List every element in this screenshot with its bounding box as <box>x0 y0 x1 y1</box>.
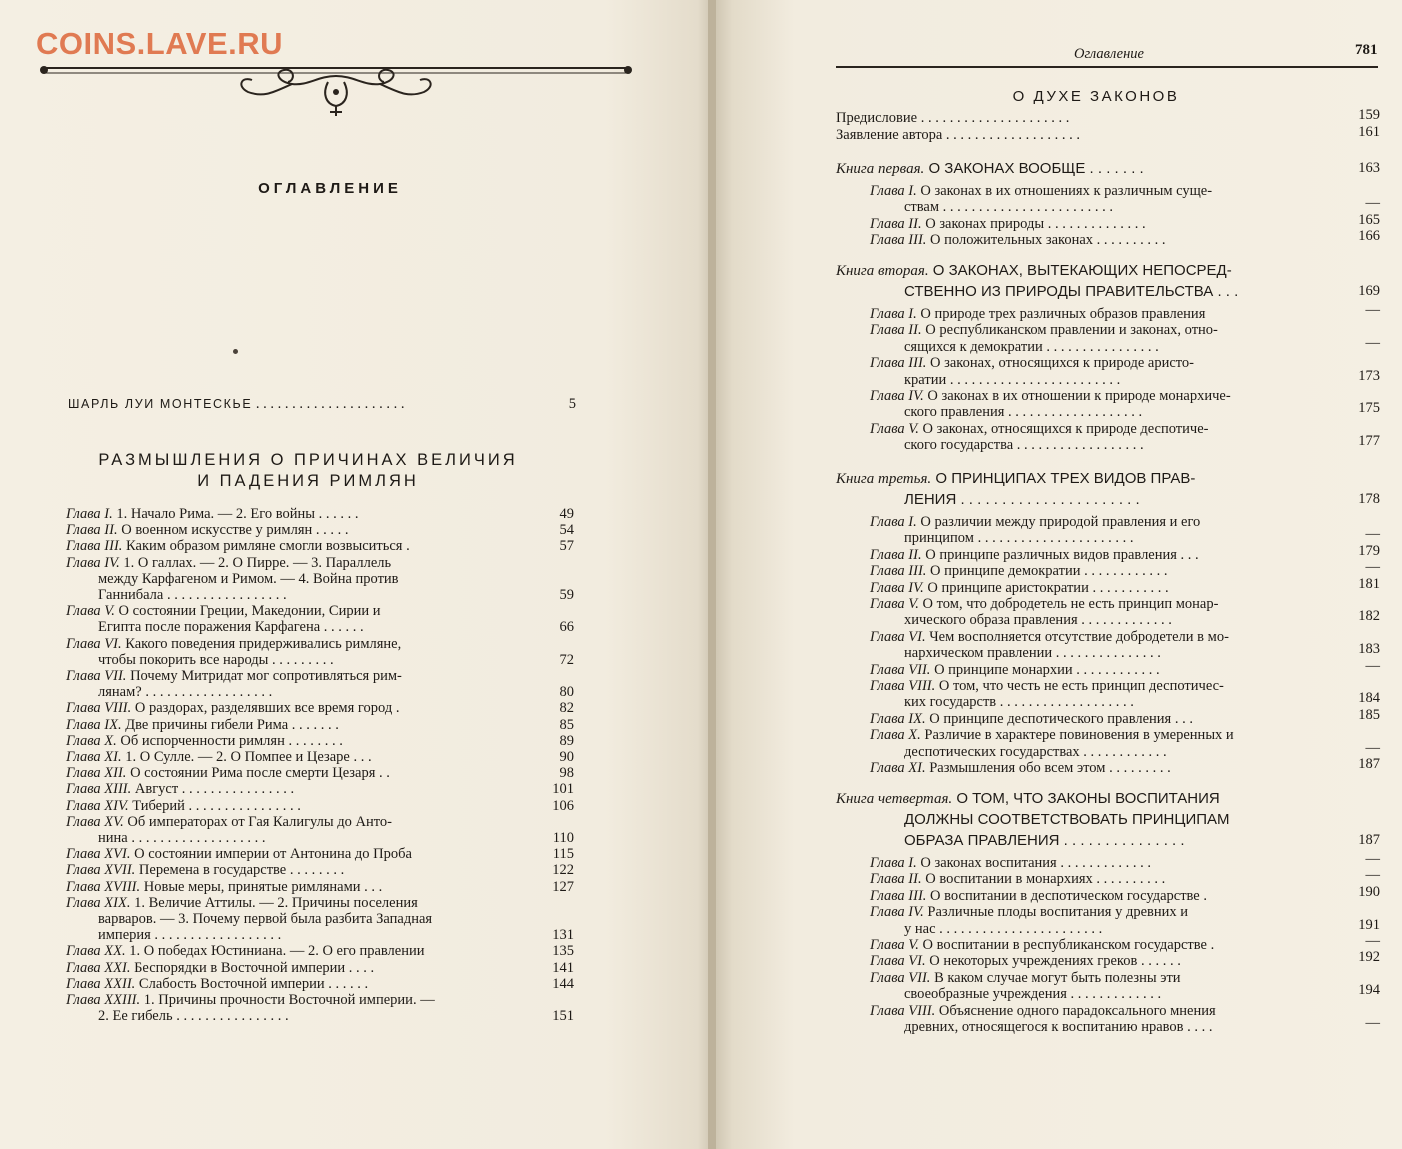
entry-text: нархическом правлении . . . . . . . . . . . . . . . <box>904 645 1161 662</box>
work-title: О ДУХЕ ЗАКОНОВ <box>1012 88 1180 105</box>
entry-label: Глава VIII. <box>870 1002 936 1019</box>
chapter-line <box>66 895 418 911</box>
ink-dot <box>233 349 238 354</box>
chapter-page: — <box>1365 867 1380 884</box>
chapter-line <box>66 992 435 1008</box>
chapter-page: 135 <box>552 943 574 960</box>
entry-label: Глава III. <box>870 887 927 904</box>
entry-text: Чем восполняется отсутствие добродетели в мо- <box>925 628 1229 645</box>
entry-text: ского правления . . . . . . . . . . . . . . . . . . . <box>904 404 1143 421</box>
chapter-page: — <box>1365 526 1380 543</box>
chapter-page: 122 <box>552 862 574 879</box>
chapter-page: 183 <box>1358 641 1380 658</box>
entry-text: О принципе аристократии . . . . . . . . . . . <box>923 579 1169 596</box>
entry-text: между Карфагеном и Римом. — 4. Война против <box>98 570 399 587</box>
chapter-page: 177 <box>1358 433 1380 450</box>
entry-text: О принципе демократии . . . . . . . . . . . . <box>926 563 1168 580</box>
chapter-line <box>66 976 368 992</box>
entry-label: Глава V. <box>66 603 115 620</box>
chapter-line <box>98 911 432 927</box>
entry-label: Глава II. <box>66 522 118 539</box>
entry-label: Глава III. <box>66 538 123 555</box>
chapter-line <box>870 580 1169 596</box>
chapter-line <box>904 612 1172 628</box>
chapter-line <box>66 506 358 522</box>
chapter-page: — <box>1365 559 1380 576</box>
entry-text: О законах, относящихся к природе деспотиче- <box>918 420 1209 437</box>
chapter-line <box>904 339 1159 355</box>
watermark: COINS.LAVE.RU <box>36 26 284 61</box>
entry-label: Глава IV. <box>870 388 924 404</box>
entry-label: Глава III. <box>870 232 927 249</box>
chapter-line <box>870 760 1171 776</box>
chapter-line <box>904 921 1102 937</box>
entry-text: О законах воспитания . . . . . . . . . . . . . <box>916 855 1151 871</box>
chapter-line <box>904 1019 1213 1035</box>
chapter-page: 72 <box>559 651 574 668</box>
book-heading-line <box>836 262 1232 280</box>
entry-label: Глава XI. <box>66 749 122 765</box>
chapter-page: 127 <box>552 878 574 895</box>
chapter-line <box>98 652 334 668</box>
entry-text: нина . . . . . . . . . . . . . . . . . . . <box>98 830 266 846</box>
entry-text: О ПРИНЦИПАХ ТРЕХ ВИДОВ ПРАВ- <box>931 470 1196 487</box>
chapter-page: 166 <box>1358 228 1380 245</box>
entry-text: О законах в их отношении к природе монархиче- <box>923 388 1231 404</box>
entry-text: О состоянии Греции, Македонии, Сирии и <box>114 603 381 620</box>
entry-text: хического образа правления . . . . . . . . . . . . . <box>904 612 1172 629</box>
entry-label: Глава VII. <box>870 661 931 678</box>
entry-label: Глава IX. <box>870 710 926 727</box>
chapter-line <box>870 629 1229 645</box>
chapter-page: 101 <box>552 781 574 798</box>
chapter-line <box>98 1008 289 1024</box>
chapter-line <box>904 199 1113 215</box>
chapter-line <box>66 879 382 895</box>
entry-text: Заявление автора . . . . . . . . . . . . . . . . . . . <box>836 127 1081 143</box>
entry-label: Глава VI. <box>870 628 926 645</box>
entry-text: Об императорах от Гая Калигулы до Анто- <box>123 813 392 830</box>
chapter-line <box>66 862 344 878</box>
chapter-line <box>98 830 265 846</box>
entry-label: Глава II. <box>870 322 922 339</box>
entry-label: Глава VI. <box>66 635 122 652</box>
chapter-page: 110 <box>552 830 574 846</box>
chapter-page: 141 <box>552 959 574 976</box>
entry-text: Какого поведения придерживались римляне, <box>121 635 402 652</box>
entry-text: Каким образом римляне смогли возвыситься . <box>122 538 410 555</box>
chapter-line <box>66 798 301 814</box>
entry-text: деспотических государствах . . . . . . . . . . . . <box>904 743 1167 760</box>
entry-text: Различие в характере повиновения в умеренных и <box>920 727 1234 744</box>
entry-label: Глава XXII. <box>66 975 136 992</box>
entry-label: Глава XVII. <box>66 862 136 879</box>
entry-label: Глава XIX. <box>66 894 131 911</box>
entry-label: Глава XVI. <box>66 846 131 863</box>
entry-text: О ТОМ, ЧТО ЗАКОНЫ ВОСПИТАНИЯ <box>952 790 1220 807</box>
chapter-page: 131 <box>552 927 574 944</box>
chapter-line <box>66 943 425 959</box>
entry-text: О воспитании в деспотическом государстве . <box>926 887 1207 904</box>
chapter-line <box>870 662 1160 678</box>
entry-label: Глава I. <box>870 855 917 871</box>
chapter-page: 59 <box>559 587 574 603</box>
chapter-line <box>870 727 1234 743</box>
chapter-page: — <box>1365 851 1380 867</box>
entry-text: Об испорченности римлян . . . . . . . . <box>116 732 343 749</box>
entry-label: Глава VII. <box>66 668 127 684</box>
entry-text: 1. Причины прочности Восточной империи. — <box>140 992 435 1008</box>
chapter-line <box>66 636 401 652</box>
entry-label: Книга первая. <box>836 161 925 177</box>
chapter-line <box>870 183 1212 199</box>
entry-label: Глава III. <box>870 355 927 372</box>
book-heading-line <box>836 160 1144 178</box>
entry-text: Египта после поражения Карфагена . . . . . . <box>98 619 364 636</box>
chapter-page: 57 <box>559 538 574 555</box>
running-head: Оглавление <box>1074 46 1144 62</box>
entry-text: ДОЛЖНЫ СООТВЕТСТВОВАТЬ ПРИНЦИПАМ <box>904 811 1230 828</box>
intro-page: 5 <box>568 396 576 412</box>
chapter-page: 106 <box>552 797 574 814</box>
entry-label: Глава V. <box>870 420 919 437</box>
chapter-page: — <box>1365 933 1380 949</box>
entry-text: Размышления обо всем этом . . . . . . . . . <box>925 760 1171 776</box>
entry-text: О состоянии Рима после смерти Цезаря . . <box>126 765 390 782</box>
chapter-line <box>870 547 1199 563</box>
chapter-line <box>66 846 412 862</box>
chapter-line <box>904 645 1161 661</box>
entry-text: Объяснение одного парадоксального мнения <box>935 1002 1216 1019</box>
front-matter-line <box>836 110 1069 126</box>
chapter-page: 82 <box>559 700 574 717</box>
entry-text: О состоянии империи от Антонина до Проба <box>130 846 412 863</box>
chapter-line <box>870 216 1146 232</box>
chapter-page: 182 <box>1358 608 1380 625</box>
entry-text: СТВЕННО ИЗ ПРИРОДЫ ПРАВИТЕЛЬСТВА . . . <box>904 283 1239 300</box>
entry-label: Глава I. <box>66 506 113 522</box>
chapter-line <box>870 514 1200 530</box>
chapter-page: 49 <box>559 506 574 522</box>
entry-text: древних, относящегося к воспитанию нравов . . . . <box>904 1019 1213 1035</box>
entry-text: О положительных законах . . . . . . . . . . <box>926 232 1166 249</box>
intro-title: ШАРЛЬ ЛУИ МОНТЕСКЬЕ <box>68 397 253 411</box>
chapter-line <box>98 684 272 700</box>
section-heading-line-2: И ПАДЕНИЯ РИМЛЯН <box>197 472 419 490</box>
chapter-page: 85 <box>559 716 574 733</box>
entry-text: О принципе различных видов правления . . . <box>921 546 1199 563</box>
chapter-page: 192 <box>1358 949 1380 966</box>
entry-text: О некоторых учреждениях греков . . . . . . <box>925 953 1181 970</box>
entry-text: О военном искусстве у римлян . . . . . <box>117 522 349 539</box>
entry-label: Глава I. <box>870 306 917 322</box>
chapter-page: 184 <box>1358 690 1380 707</box>
chapter-page: 179 <box>1358 542 1380 559</box>
entry-text: 1. О Сулле. — 2. О Помпее и Цезаре . . . <box>121 749 372 765</box>
entry-text: Новые меры, принятые римлянами . . . <box>140 878 383 895</box>
chapter-page: 90 <box>559 749 574 765</box>
chapter-line <box>904 744 1167 760</box>
entry-label: Глава II. <box>870 871 922 888</box>
entry-label: Книга четвертая. <box>836 791 953 807</box>
entry-text: Предисловие . . . . . . . . . . . . . . . . . . . . . <box>836 110 1070 126</box>
chapter-line <box>904 986 1161 1002</box>
chapter-page: 66 <box>559 619 574 636</box>
entry-label: Глава XIV. <box>66 797 129 814</box>
chapter-line <box>870 421 1208 437</box>
chapter-line <box>66 603 381 619</box>
entry-text: империя . . . . . . . . . . . . . . . . . . <box>98 927 282 944</box>
chapter-line <box>904 372 1120 388</box>
chapter-line <box>98 619 364 635</box>
entry-label: Глава IV. <box>870 904 924 921</box>
entry-text: Август . . . . . . . . . . . . . . . . <box>131 781 295 798</box>
chapter-line <box>870 355 1194 371</box>
chapter-page: 54 <box>559 522 574 539</box>
chapter-page: — <box>1365 739 1380 756</box>
chapter-line <box>904 530 1133 546</box>
entry-label: Глава II. <box>870 215 922 232</box>
entry-text: Тиберий . . . . . . . . . . . . . . . . <box>128 797 301 814</box>
entry-text: О законах в их отношениях к различным суще- <box>916 183 1213 199</box>
chapter-line <box>98 927 281 943</box>
chapter-line <box>98 571 399 587</box>
entry-text: О законах природы . . . . . . . . . . . . . . <box>921 215 1146 232</box>
section-heading-line-1: РАЗМЫШЛЕНИЯ О ПРИЧИНАХ ВЕЛИЧИЯ <box>98 451 518 469</box>
entry-text: своеобразные учреждения . . . . . . . . . . . . . <box>904 986 1162 1003</box>
chapter-line <box>66 765 390 781</box>
chapter-line <box>66 733 343 749</box>
entry-text: О принципе деспотического правления . . . <box>925 710 1193 727</box>
chapter-line <box>870 871 1165 887</box>
chapter-page: 194 <box>1358 982 1380 999</box>
entry-text: чтобы покорить все народы . . . . . . . . . <box>98 651 334 668</box>
entry-label: Глава VIII. <box>870 678 936 694</box>
entry-label: Глава IX. <box>66 716 122 733</box>
chapter-line <box>66 814 392 830</box>
chapter-page: 98 <box>559 765 574 782</box>
entry-label: Глава VII. <box>870 969 931 986</box>
entry-label: Глава VI. <box>870 953 926 970</box>
entry-text: ствам . . . . . . . . . . . . . . . . . . . . . . . . <box>904 199 1114 216</box>
entry-label: Глава I. <box>870 183 917 199</box>
book-heading-line <box>904 832 1185 850</box>
entry-text: 1. О галлах. — 2. О Пирре. — 3. Параллель <box>119 554 392 571</box>
entry-text: 1. О победах Юстиниана. — 2. О его правлении <box>125 943 425 960</box>
entry-text: ких государств . . . . . . . . . . . . . . . . . . . <box>904 694 1134 711</box>
chapter-page: — <box>1365 302 1380 318</box>
book-page: 169 <box>1358 283 1380 299</box>
entry-label: Глава XV. <box>66 813 124 830</box>
book-page: 163 <box>1358 160 1380 176</box>
entry-text: кратии . . . . . . . . . . . . . . . . . . . . . . . . <box>904 371 1121 388</box>
entry-text: Две причины гибели Рима . . . . . . . <box>121 716 339 733</box>
chapter-line <box>904 694 1134 710</box>
entry-text: ЛЕНИЯ . . . . . . . . . . . . . . . . . . . . . . <box>904 491 1140 508</box>
chapter-line <box>870 388 1231 404</box>
chapter-line <box>870 937 1214 953</box>
book-heading-line <box>836 470 1195 488</box>
entry-label: Глава XX. <box>66 943 126 960</box>
entry-text: О том, что честь не есть принцип деспотичес- <box>935 678 1224 694</box>
chapter-page: 173 <box>1358 367 1380 384</box>
book-page: 187 <box>1358 832 1380 848</box>
entry-label: Глава X. <box>66 732 117 749</box>
chapter-page: 190 <box>1358 883 1380 900</box>
entry-text: О принципе монархии . . . . . . . . . . . . <box>930 661 1160 678</box>
chapter-page: 185 <box>1358 706 1380 723</box>
entry-label: Глава X. <box>870 727 921 744</box>
chapter-line <box>870 306 1205 322</box>
chapter-page: 181 <box>1358 575 1380 592</box>
chapter-line <box>66 781 294 797</box>
toc-entry-intro <box>68 396 405 412</box>
chapter-line <box>870 596 1218 612</box>
entry-text: Почему Митридат мог сопротивляться рим- <box>126 668 402 684</box>
page-number: 781 <box>1355 42 1378 58</box>
chapter-page: 89 <box>559 732 574 749</box>
entry-text: ского государства . . . . . . . . . . . . . . . . . . <box>904 437 1144 454</box>
entry-text: сящихся к демократии . . . . . . . . . . . . . . . . <box>904 338 1159 355</box>
chapter-line <box>904 437 1144 453</box>
intro-leader: . . . . . . . . . . . . . . . . . . . . . <box>255 396 405 412</box>
chapter-line <box>66 717 339 733</box>
book-heading-line <box>904 811 1230 829</box>
entry-label: Глава I. <box>870 514 917 530</box>
chapter-line <box>98 587 287 603</box>
entry-label: Глава IV. <box>66 554 120 571</box>
entry-label: Глава III. <box>870 563 927 580</box>
chapter-page: — <box>1365 334 1380 351</box>
entry-text: О законах, относящихся к природе аристо- <box>926 355 1194 372</box>
entry-text: лянам? . . . . . . . . . . . . . . . . . . <box>98 684 273 701</box>
entry-text: Перемена в государстве . . . . . . . . <box>135 862 345 879</box>
entry-text: О природе трех различных образов правления <box>916 306 1206 322</box>
entry-text: 1. Величие Аттилы. — 2. Причины поселения <box>130 894 418 911</box>
entry-text: О различии между природой правления и его <box>916 514 1201 530</box>
entry-label: Книга вторая. <box>836 263 929 279</box>
chapter-line <box>870 904 1188 920</box>
chapter-page: — <box>1365 195 1380 212</box>
front-matter-page: 161 <box>1358 124 1380 140</box>
entry-label: Глава XIII. <box>66 781 132 798</box>
chapter-line <box>870 563 1167 579</box>
ornament-headpiece <box>38 52 634 126</box>
book-gutter <box>708 0 716 1149</box>
entry-text: О раздорах, разделявших все время город . <box>131 700 400 717</box>
chapter-page: 151 <box>552 1008 574 1025</box>
entry-text: у нас . . . . . . . . . . . . . . . . . . . . . . . <box>904 920 1103 937</box>
chapter-page: — <box>1365 1015 1380 1031</box>
entry-text: О воспитании в монархиях . . . . . . . . . . <box>921 871 1166 888</box>
chapter-line <box>870 322 1218 338</box>
entry-text: О республиканском правлении и законах, отно- <box>921 322 1218 339</box>
entry-label: Глава IV. <box>870 579 924 596</box>
book-page: 178 <box>1358 491 1380 507</box>
chapter-line <box>66 700 399 716</box>
entry-label: Глава XXI. <box>66 959 131 976</box>
header-rule <box>836 66 1378 68</box>
entry-label: Глава XI. <box>870 760 926 776</box>
book-heading-line <box>904 491 1140 509</box>
book-heading-line <box>904 283 1238 301</box>
entry-text: В каком случае могут быть полезны эти <box>930 969 1181 986</box>
entry-label: Глава II. <box>870 546 922 563</box>
entry-text: ОБРАЗА ПРАВЛЕНИЯ . . . . . . . . . . . . . . . <box>904 832 1185 849</box>
entry-text: Беспорядки в Восточной империи . . . . <box>130 959 375 976</box>
entry-text: О ЗАКОНАХ ВООБЩЕ . . . . . . . <box>924 160 1144 177</box>
entry-text: Различные плоды воспитания у древних и <box>923 904 1189 921</box>
chapter-line <box>66 749 372 765</box>
chapter-line <box>870 711 1193 727</box>
entry-label: Глава XXIII. <box>66 992 141 1008</box>
chapter-line <box>870 855 1151 871</box>
chapter-line <box>904 404 1142 420</box>
entry-text: варваров. — 3. Почему первой была разбита Западная <box>98 911 433 927</box>
chapter-line <box>870 1003 1216 1019</box>
entry-text: О воспитании в республиканском государстве . <box>918 937 1215 953</box>
entry-label: Глава XII. <box>66 765 127 782</box>
front-matter-page: 159 <box>1358 107 1380 123</box>
book-heading-line <box>836 790 1220 808</box>
chapter-line <box>66 668 402 684</box>
entry-label: Глава V. <box>870 596 919 612</box>
chapter-line <box>870 888 1207 904</box>
entry-label: Глава XVIII. <box>66 878 141 895</box>
chapter-page: 144 <box>552 975 574 992</box>
chapter-line <box>66 522 349 538</box>
chapter-line <box>870 970 1181 986</box>
chapter-page: 80 <box>559 684 574 701</box>
chapter-page: 115 <box>552 846 574 863</box>
chapter-line <box>66 538 410 554</box>
toc-title: ОГЛАВЛЕНИЕ <box>258 180 402 197</box>
chapter-line <box>66 555 391 571</box>
entry-text: Слабость Восточной империи . . . . . . <box>135 975 369 992</box>
entry-text: 1. Начало Рима. — 2. Его войны . . . . . . <box>112 506 359 522</box>
front-matter-line <box>836 127 1080 143</box>
chapter-page: 187 <box>1358 756 1380 772</box>
chapter-page: — <box>1365 657 1380 674</box>
chapter-line <box>870 953 1181 969</box>
entry-label: Глава VIII. <box>66 700 132 717</box>
chapter-line <box>870 232 1166 248</box>
entry-label: Книга третья. <box>836 471 932 487</box>
entry-text: 2. Ее гибель . . . . . . . . . . . . . . . . <box>98 1008 289 1025</box>
entry-text: О ЗАКОНАХ, ВЫТЕКАЮЩИХ НЕПОСРЕД- <box>928 262 1232 279</box>
entry-text: Ганнибала . . . . . . . . . . . . . . . . . <box>98 587 287 603</box>
section-heading-considerations <box>68 450 548 492</box>
chapter-page: 191 <box>1358 916 1380 933</box>
chapter-page: 175 <box>1358 400 1380 417</box>
chapter-page: 165 <box>1358 211 1380 228</box>
chapter-line <box>870 678 1224 694</box>
entry-text: принципом . . . . . . . . . . . . . . . . . . . . . . <box>904 530 1134 547</box>
entry-label: Глава V. <box>870 937 919 953</box>
entry-text: О том, что добродетель не есть принцип монар- <box>918 596 1219 612</box>
chapter-line <box>66 960 374 976</box>
